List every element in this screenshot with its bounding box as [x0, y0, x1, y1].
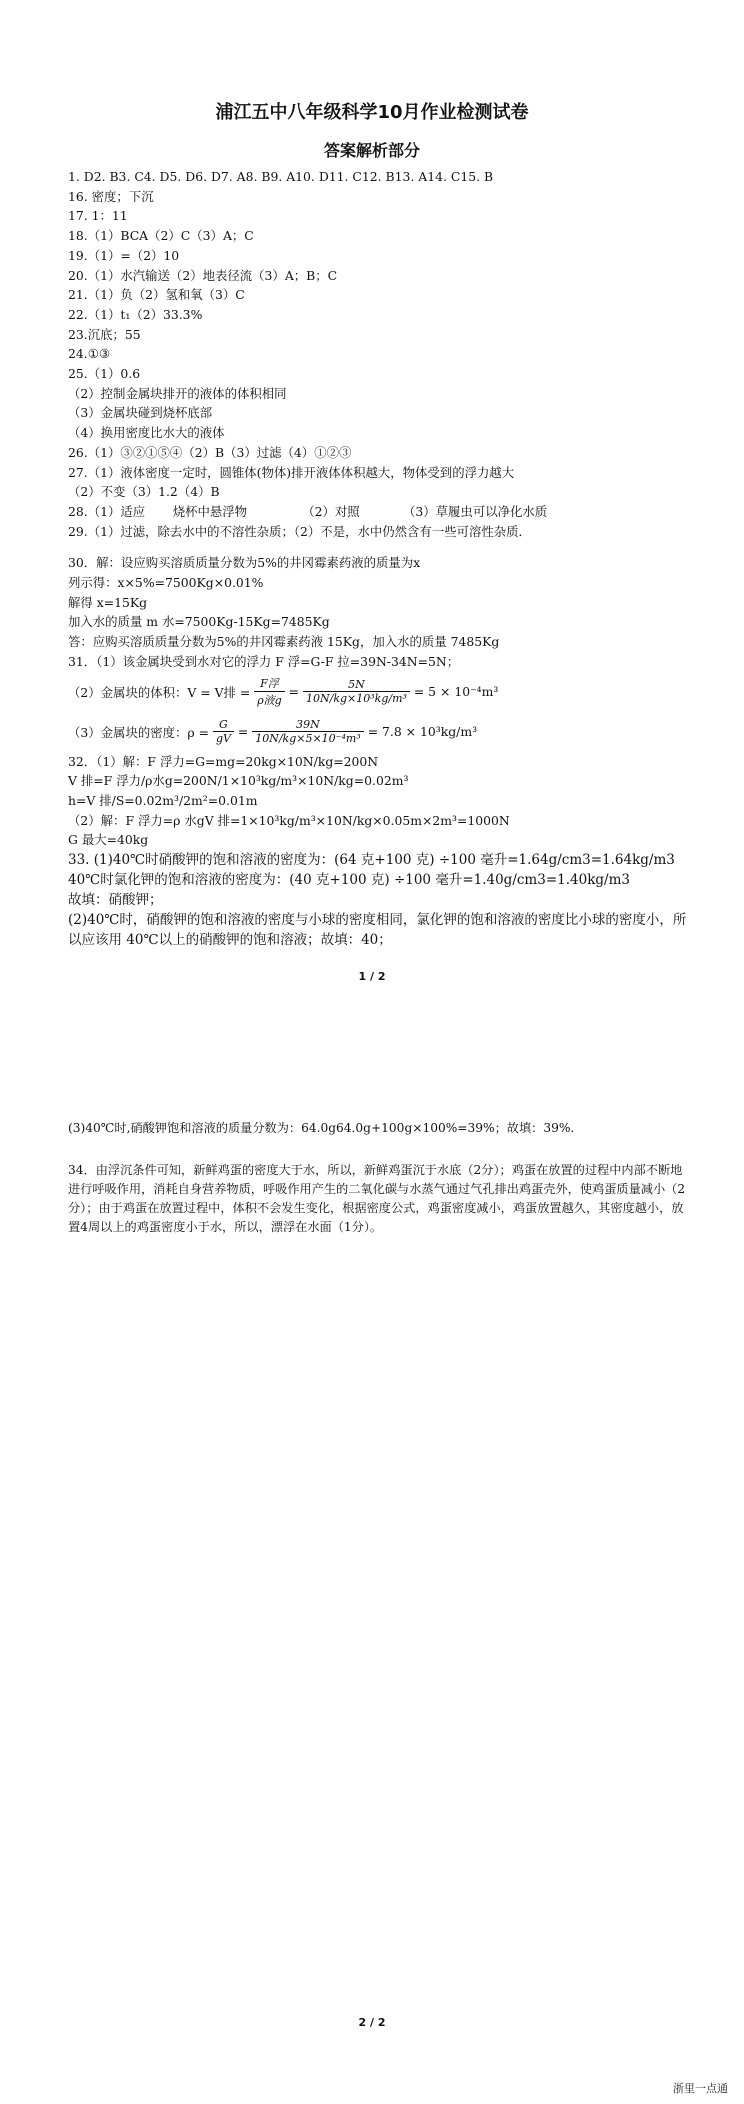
denominator: gV [215, 732, 231, 746]
answer-list [68, 167, 688, 950]
answer-line-17: 17. 1：11 [68, 208, 128, 224]
answer-line-26: 26.（1）③②①⑤④（2）B（3）过滤（4）①②③ [68, 444, 352, 460]
numerator: G [213, 718, 234, 732]
q31-volume-equation [68, 672, 688, 712]
q30-line-3: 解得 x=15Kg [68, 594, 148, 610]
q32-line-3: h=V 排/S=0.02m³/2m²=0.01m [68, 792, 258, 808]
answer-line-22: 22.（1）t₁（2）33.3% [68, 306, 203, 322]
q31-density-equation [68, 712, 688, 752]
q33-line-4: (2)40℃时，硝酸钾的饱和溶液的密度与小球的密度相同，氯化钾的饱和溶液的密度比小球的密度小，所以应该用 40℃以上的硝酸钾的饱和溶液；故填：40； [68, 912, 687, 949]
eq-text: （2）金属块的体积：V = V排 = [68, 684, 255, 700]
q33-line-3: 故填：硝酸钾； [68, 892, 163, 909]
fraction [254, 675, 285, 708]
numerator: 5N [303, 678, 410, 692]
eq-text: = 5 × 10⁻⁴m³ [409, 684, 499, 700]
q30-line-1: 30．解：设应购买溶质质量分数为5%的井冈霉素药液的质量为x [68, 555, 421, 571]
answer-line-20: 20.（1）水汽输送（2）地表径流（3）A；B；C [68, 267, 338, 283]
eq-text: = [233, 724, 253, 740]
answer-line-28: 28.（1）适应 烧杯中悬浮物 （2）对照 （3）草履虫可以净化水质 [68, 503, 548, 519]
page-number: 1 / 2 [358, 970, 386, 983]
answer-line-25b: （2）控制金属块排开的液体的体积相同 [68, 385, 287, 401]
answer-line-25: 25.（1）0.6 [68, 366, 141, 382]
answer-line-27b: （2）不变（3）1.2（4）B [68, 484, 220, 500]
answer-line-29: 29.（1）过滤，除去水中的不溶性杂质；（2）不是，水中仍然含有一些可溶性杂质． [68, 523, 531, 539]
answer-line-21: 21.（1）负（2）氢和氧（3）C [68, 287, 245, 303]
fraction [252, 718, 364, 745]
q32-line-5: G 最大=40kg [68, 832, 149, 848]
eq-text: = [284, 684, 303, 700]
answer-line-19: 19.（1）=（2）10 [68, 247, 180, 263]
q30-line-4: 加入水的质量 m 水=7500Kg-15Kg=7485Kg [68, 614, 330, 630]
denominator: 10N/kg×10³kg/m³ [306, 692, 407, 706]
q33-line-5: (3)40℃时,硝酸钾饱和溶液的质量分数为：64.0g64.0g+100g×100%=39%；故填：39%. [68, 1121, 575, 1135]
denominator: ρ液g [257, 694, 282, 708]
q32-line-1: 32．（1）解：F 浮力=G=mg=20kg×10N/kg=200N [68, 753, 379, 769]
page-title: 浦江五中八年级科学10月作业检测试卷 [215, 102, 529, 123]
fraction [213, 718, 234, 745]
q32-line-2: V 排=F 浮力/ρ水g=200N/1×10³kg/m³×10N/kg=0.02m³ [68, 773, 409, 789]
fraction [303, 678, 410, 705]
q31-line-1: 31．（1）该金属块受到水对它的浮力 F 浮=G-F 拉=39N-34N=5N； [68, 653, 460, 669]
answer-line-23: 23.沉底；55 [68, 326, 141, 342]
denominator: 10N/kg×5×10⁻⁴m³ [255, 732, 361, 746]
footer-watermark: 浙里一点通 [673, 2082, 728, 2095]
answer-line-25c: （3）金属块碰到烧杯底部 [68, 405, 213, 421]
q30-line-5: 答：应购买溶质质量分数为5%的井冈霉素药液 15Kg，加入水的质量 7485Kg [68, 634, 500, 650]
eq-text: = 7.8 × 10³kg/m³ [363, 724, 478, 740]
page-subtitle: 答案解析部分 [323, 141, 420, 160]
answer-line-24: 24.①③ [68, 346, 110, 362]
q30-line-2: 列示得：x×5%=7500Kg×0.01% [68, 575, 264, 591]
numerator: 39N [252, 718, 364, 732]
answer-line-25d: （4）换用密度比水大的液体 [68, 425, 225, 441]
numerator: F浮 [254, 675, 285, 692]
q32-line-4: （2）解：F 浮力=ρ 水gV 排=1×10³kg/m³×10N/kg×0.05m×2m³=1000N [68, 812, 510, 828]
eq-text: （3）金属块的密度：ρ = [68, 724, 213, 740]
q34-paragraph: 34．由浮沉条件可知，新鲜鸡蛋的密度大于水，所以，新鲜鸡蛋沉于水底（2分）；鸡蛋在放置的过程中内部不断地进行呼吸作用，消耗自身营养物质，呼吸作用产生的二氧化碳与水蒸气通过气孔排出鸡蛋壳外，使鸡蛋质量减小（2分）；由于鸡蛋在放置过程中，体积不会发生变化，根据密度公式，鸡蛋密度减小，鸡蛋放置越久，其密度越小，放置4周以上的鸡蛋密度小于水，所以，漂浮在水面（1分）。 [68, 1163, 686, 1234]
answer-line-16: 16. 密度；下沉 [68, 188, 154, 204]
answer-line-27: 27.（1）液体密度一定时，圆锥体(物体)排开液体体积越大，物体受到的浮力越大 [68, 464, 515, 480]
q33-line-2: 40℃时氯化钾的饱和溶液的密度为：(40 克+100 克) ÷100 毫升=1.40g/cm3=1.40kg/m3 [68, 872, 630, 889]
q33-line-1: 33. (1)40℃时硝酸钾的饱和溶液的密度为：(64 克+100 克) ÷100 毫升=1.64g/cm3=1.64kg/m3 [68, 852, 675, 869]
page-number: 2 / 2 [358, 2016, 386, 2029]
answer-line-18: 18.（1）BCA（2）C（3）A；C [68, 228, 254, 244]
answer-line-1-15: 1. D2. B3. C4. D5. D6. D7. A8. B9. A10. D11. C12. B13. A14. C15. B [68, 169, 494, 184]
